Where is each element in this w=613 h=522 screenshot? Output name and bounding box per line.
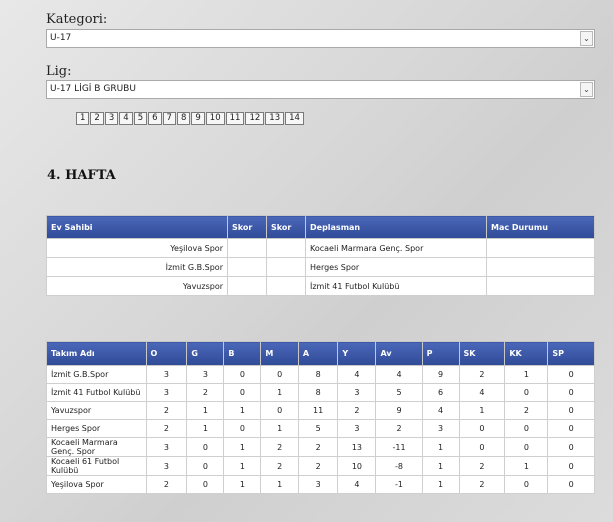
standings-row (47, 366, 595, 384)
stat-sp: 0 (548, 476, 595, 494)
stat-m: 0 (261, 366, 298, 384)
stat-y: 13 (338, 438, 376, 457)
col-ev-sahibi: Ev Sahibi (47, 216, 228, 239)
stat-o: 2 (146, 402, 187, 420)
stat-a: 2 (298, 457, 338, 476)
stat-b: 0 (224, 420, 261, 438)
kategori-value: U-17 (50, 33, 72, 43)
stat-kk: 0 (505, 476, 548, 494)
week-button-6[interactable]: 6 (148, 112, 161, 125)
col-p: P (422, 342, 459, 366)
week-button-4[interactable]: 4 (119, 112, 132, 125)
stat-kk: 0 (505, 420, 548, 438)
stat-a: 11 (298, 402, 338, 420)
standings-row (47, 420, 595, 438)
stat-av: 5 (376, 384, 422, 402)
kategori-select[interactable] (46, 29, 595, 48)
home-team: Yeşilova Spor (47, 239, 228, 258)
stat-m: 1 (261, 420, 298, 438)
stat-sk: 2 (459, 457, 505, 476)
stat-y: 3 (338, 420, 376, 438)
stat-g: 1 (187, 420, 224, 438)
match-status (487, 258, 595, 277)
stat-sp: 0 (548, 438, 595, 457)
col-g: G (187, 342, 224, 366)
stat-g: 0 (187, 438, 224, 457)
stat-av: 2 (376, 420, 422, 438)
stat-y: 3 (338, 384, 376, 402)
away-score (267, 239, 306, 258)
col-kk: KK (505, 342, 548, 366)
col-sp: SP (548, 342, 595, 366)
stat-g: 0 (187, 457, 224, 476)
week-button-2[interactable]: 2 (90, 112, 103, 125)
lig-label: Lig: (46, 64, 72, 79)
stat-av: -8 (376, 457, 422, 476)
col-b: B (224, 342, 261, 366)
standings-table (46, 341, 595, 494)
fixture-row (47, 239, 595, 258)
chevron-down-icon[interactable]: ⌄ (580, 82, 593, 97)
stat-sp: 0 (548, 402, 595, 420)
standings-row (47, 457, 595, 476)
stat-o: 3 (146, 457, 187, 476)
stat-g: 0 (187, 476, 224, 494)
stat-o: 2 (146, 476, 187, 494)
week-button-9[interactable]: 9 (191, 112, 204, 125)
stat-sk: 1 (459, 402, 505, 420)
col-deplasman: Deplasman (306, 216, 487, 239)
team-name: Kocaeli Marmara Genç. Spor (47, 438, 147, 457)
week-button-12[interactable]: 12 (245, 112, 264, 125)
stat-m: 2 (261, 457, 298, 476)
stat-kk: 1 (505, 457, 548, 476)
team-name: İzmit 41 Futbol Kulübü (47, 384, 147, 402)
week-button-3[interactable]: 3 (105, 112, 118, 125)
home-team: İzmit G.B.Spor (47, 258, 228, 277)
col-skor-home: Skor (228, 216, 267, 239)
away-team: İzmit 41 Futbol Kulübü (306, 277, 487, 296)
week-button-11[interactable]: 11 (226, 112, 245, 125)
home-team: Yavuzspor (47, 277, 228, 296)
stat-p: 9 (422, 366, 459, 384)
col-av: Av (376, 342, 422, 366)
stat-a: 8 (298, 366, 338, 384)
stat-kk: 1 (505, 366, 548, 384)
stat-av: 4 (376, 366, 422, 384)
stat-o: 3 (146, 384, 187, 402)
col-sk: SK (459, 342, 505, 366)
home-score (228, 258, 267, 277)
stat-sk: 4 (459, 384, 505, 402)
stat-a: 5 (298, 420, 338, 438)
fixtures-table (46, 215, 595, 296)
stat-kk: 2 (505, 402, 548, 420)
match-status (487, 239, 595, 258)
stat-b: 1 (224, 457, 261, 476)
lig-select[interactable] (46, 80, 595, 99)
away-score (267, 277, 306, 296)
col-takim-adi: Takım Adı (47, 342, 147, 366)
away-team: Herges Spor (306, 258, 487, 277)
stat-p: 1 (422, 438, 459, 457)
stat-p: 1 (422, 476, 459, 494)
stat-p: 1 (422, 457, 459, 476)
chevron-down-icon[interactable]: ⌄ (580, 31, 593, 46)
stat-kk: 0 (505, 384, 548, 402)
week-button-7[interactable]: 7 (163, 112, 176, 125)
stat-b: 0 (224, 366, 261, 384)
away-score (267, 258, 306, 277)
standings-row (47, 402, 595, 420)
team-name: Kocaeli 61 Futbol Kulübü (47, 457, 147, 476)
standings-row (47, 438, 595, 457)
stat-sp: 0 (548, 457, 595, 476)
stat-y: 4 (338, 476, 376, 494)
match-status (487, 277, 595, 296)
stat-g: 1 (187, 402, 224, 420)
col-a: A (298, 342, 338, 366)
fixtures-header-row (47, 216, 595, 239)
stat-g: 3 (187, 366, 224, 384)
stat-sp: 0 (548, 420, 595, 438)
standings-row (47, 384, 595, 402)
stat-b: 1 (224, 438, 261, 457)
stat-av: -1 (376, 476, 422, 494)
stat-b: 0 (224, 384, 261, 402)
lig-value: U-17 LİGİ B GRUBU (50, 84, 136, 94)
stat-p: 6 (422, 384, 459, 402)
stat-b: 1 (224, 476, 261, 494)
stat-sp: 0 (548, 366, 595, 384)
col-skor-away: Skor (267, 216, 306, 239)
team-name: Yeşilova Spor (47, 476, 147, 494)
week-button-13[interactable]: 13 (265, 112, 284, 125)
stat-b: 1 (224, 402, 261, 420)
stat-m: 1 (261, 476, 298, 494)
standings-header-row (47, 342, 595, 366)
team-name: İzmit G.B.Spor (47, 366, 147, 384)
col-y: Y (338, 342, 376, 366)
stat-o: 3 (146, 366, 187, 384)
stat-m: 1 (261, 384, 298, 402)
team-name: Yavuzspor (47, 402, 147, 420)
stat-m: 2 (261, 438, 298, 457)
week-pagination (76, 112, 305, 125)
stat-p: 3 (422, 420, 459, 438)
stat-a: 2 (298, 438, 338, 457)
col-mac-durumu: Mac Durumu (487, 216, 595, 239)
col-m: M (261, 342, 298, 366)
standings-row (47, 476, 595, 494)
stat-y: 4 (338, 366, 376, 384)
stat-sk: 2 (459, 366, 505, 384)
fixture-row (47, 277, 595, 296)
week-button-1[interactable]: 1 (76, 112, 89, 125)
stat-p: 4 (422, 402, 459, 420)
stat-sp: 0 (548, 384, 595, 402)
stat-g: 2 (187, 384, 224, 402)
team-name: Herges Spor (47, 420, 147, 438)
stat-m: 0 (261, 402, 298, 420)
week-heading: 4. HAFTA (47, 168, 116, 183)
kategori-label: Kategori: (46, 12, 108, 27)
stat-sk: 0 (459, 420, 505, 438)
stat-a: 8 (298, 384, 338, 402)
stat-o: 3 (146, 438, 187, 457)
stat-sk: 0 (459, 438, 505, 457)
stat-kk: 0 (505, 438, 548, 457)
week-button-5[interactable]: 5 (134, 112, 147, 125)
week-button-14[interactable]: 14 (285, 112, 304, 125)
week-button-10[interactable]: 10 (206, 112, 225, 125)
stat-av: 9 (376, 402, 422, 420)
stat-y: 10 (338, 457, 376, 476)
col-o: O (146, 342, 187, 366)
fixture-row (47, 258, 595, 277)
stat-o: 2 (146, 420, 187, 438)
stat-av: -11 (376, 438, 422, 457)
stat-sk: 2 (459, 476, 505, 494)
stat-y: 2 (338, 402, 376, 420)
stat-a: 3 (298, 476, 338, 494)
week-button-8[interactable]: 8 (177, 112, 190, 125)
home-score (228, 239, 267, 258)
home-score (228, 277, 267, 296)
away-team: Kocaeli Marmara Genç. Spor (306, 239, 487, 258)
